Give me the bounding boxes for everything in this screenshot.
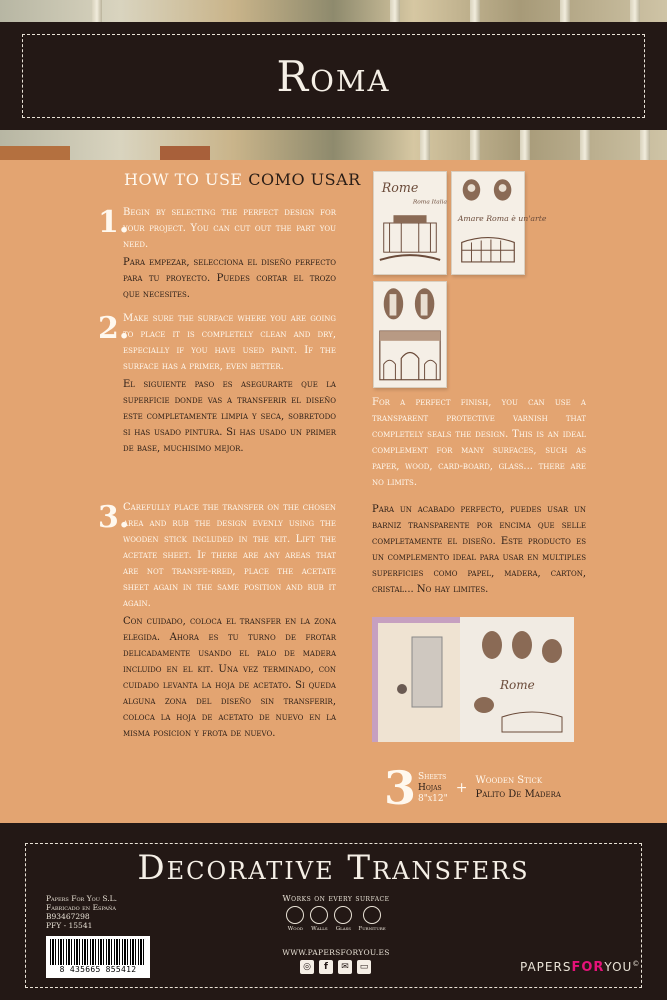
barcode-bars — [50, 939, 146, 965]
how-to-use-heading — [124, 170, 361, 189]
works-on-every-surface — [276, 894, 396, 932]
product-code: PFY - 15541 — [46, 921, 93, 930]
transfer-card-arch — [373, 281, 447, 388]
facebook-icon[interactable]: f — [319, 960, 333, 974]
papers-for-you-logo: PAPERSFORYOU© — [520, 960, 641, 975]
surface-furniture: Furniture — [358, 906, 385, 932]
wood-icon — [286, 906, 304, 924]
card1-script: Rome — [381, 179, 419, 195]
company-origin: Fabricado en España — [46, 903, 116, 912]
kit-contents — [384, 761, 561, 815]
transfer-card-trevi — [373, 171, 447, 275]
rome-scenery-top — [0, 0, 667, 24]
barcode-number: 8 435665 855412 — [59, 965, 137, 974]
transfer-card-colosseum — [451, 171, 547, 275]
sheet-label — [418, 772, 448, 805]
step-1-body — [123, 205, 336, 303]
surface-icons — [276, 906, 396, 932]
footer-title: Decorative Transfers — [137, 848, 530, 888]
surface-glass: Glass — [334, 906, 352, 932]
product-in-use-photo — [372, 617, 574, 742]
walls-icon — [310, 906, 328, 924]
step-2-body — [123, 311, 336, 457]
step-1-en: Begin by selecting the perfect design for your project. You can cut out the part you need. — [123, 207, 336, 250]
header-band — [0, 22, 667, 132]
step-3-es: Con cuidado, coloca el transfer en la zona elegida. Ahora es tu turno de frotar delicadamente usando el palo de madera incluido en el kit. Una vez terminado, con cuidado levanta la hoja de acetato. Si queda alguna zona del diseño sin transferir, coloca la hoja de acetato de nuevo en la misma posicion y frota de nuevo. — [123, 616, 336, 739]
varnish-tip-es: Para un acabado perfecto, puedes usar un barniz transparente por encima que selle completamente el diseño. Este producto es un complemento ideal para usar en multiples superficies como papel, madera, carton, cristal... No hay limites. — [372, 504, 586, 595]
rome-scenery-panorama — [0, 130, 667, 160]
sheets-es: Hojas — [418, 782, 442, 793]
header-frame — [22, 34, 645, 118]
step-1-es: Para empezar, selecciona el diseño perfecto para tu proyecto. Puedes cortar el trozo que necesites. — [123, 257, 336, 300]
barcode — [46, 936, 150, 978]
step-1-number: 1. — [98, 205, 130, 240]
binder-photo-illustration — [372, 617, 574, 742]
how-to-use-en: HOW TO USE — [124, 170, 243, 189]
furniture-icon — [363, 906, 381, 924]
chat-icon[interactable]: ▭ — [357, 960, 371, 974]
company-cif: B93467298 — [46, 912, 90, 921]
step-2 — [98, 311, 338, 491]
how-to-use-es: COMO USAR — [248, 170, 361, 189]
surface-wood: Wood — [286, 906, 304, 932]
stick-es: Palito De Madera — [475, 789, 561, 800]
company-info — [46, 894, 117, 930]
sheets-en: Sheets — [418, 771, 447, 782]
step-2-number: 2. — [98, 311, 130, 346]
svg-text:Rome: Rome — [500, 678, 535, 692]
step-3-number: 3. — [98, 500, 130, 535]
website-link[interactable]: WWW.PAPERSFORYOU.ES — [282, 948, 390, 957]
footer-band — [0, 823, 667, 1000]
sheet-count: 3 — [384, 761, 417, 815]
stick-label — [475, 774, 560, 802]
instagram-icon[interactable]: ◎ — [300, 960, 314, 974]
company-name: Papers For You S.L. — [46, 894, 117, 903]
social-links — [300, 960, 371, 974]
page-title: Roma — [276, 51, 391, 101]
trevi-fountain-illustration — [374, 172, 446, 274]
step-1 — [98, 205, 338, 305]
surface-walls: Walls — [310, 906, 328, 932]
glass-icon — [334, 906, 352, 924]
colosseum-illustration — [452, 172, 547, 274]
step-3-en: Carefully place the transfer on the chosen area and rub the design evenly using the wooden stick included in the kit. Lift the acetate sheet. If there are any areas that are not transfe-rred, place the acetate sheet again in the same position and rub it again. — [123, 502, 336, 609]
stick-en: Wooden Stick — [475, 775, 543, 786]
plus-sign: + — [455, 780, 468, 796]
step-3 — [98, 500, 338, 760]
card1-sub: Roma Italia — [412, 199, 447, 206]
step-2-en: Make sure the surface where you are going to place it is completely clean and dry, especially if you have used paint. If the surface has a primer, even better. — [123, 313, 336, 372]
mail-icon[interactable]: ✉ — [338, 960, 352, 974]
step-2-es: El siguiente paso es asegurarte que la superficie donde vas a transferir el diseño este completamente limpia y seca, sobretodo si has usado pintura. Si has usado un primer de base, muchisimo mejor. — [123, 379, 336, 454]
sheet-size: 8"x12" — [418, 793, 448, 804]
arch-of-constantine-illustration — [374, 282, 446, 387]
card2-script: Amare Roma è un'arte — [457, 214, 547, 224]
varnish-tip-en: For a perfect finish, you can use a transparent protective varnish that completely seals the design. This is an ideal complement for many surfaces, such as paper, wood, card-board, glass... there are no limits. — [372, 397, 586, 488]
works-title: Works on every surface — [282, 894, 390, 903]
step-3-body — [123, 500, 336, 742]
